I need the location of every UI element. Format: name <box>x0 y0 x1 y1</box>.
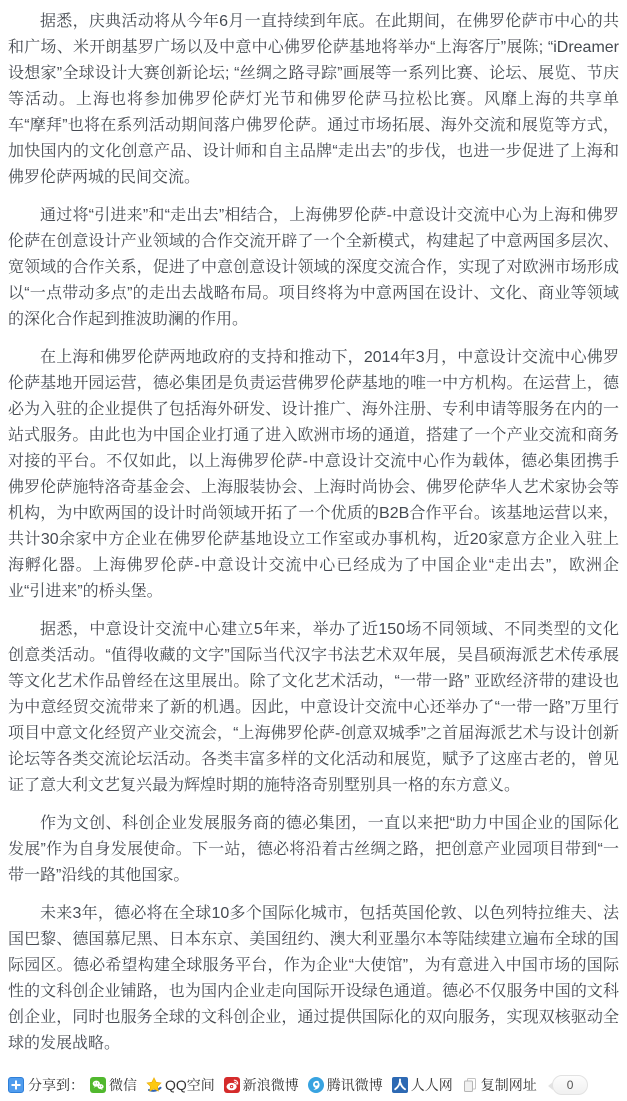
share-item-label: 新浪微博 <box>242 1077 299 1093</box>
article-paragraph: 未来3年，德必将在全球10多个国际化城市，包括英国伦敦、以色列特拉维夫、法国巴黎、德国慕尼黑、日本东京、美国纽约、澳大利亚墨尔本等陆续建立遍布全球的国际园区。德必希望构建全球服务平台，作为企业“大使馆”，为有意进入中国市场的国际性的文科创企业铺路，也为国内企业走向国际开设绿色通道。德必不仅服务中国的文科创企业，同时也服务全球的文科创企业，通过提供国际化的双向服务，实现双核驱动全球的发展战略。 <box>8 905 619 1052</box>
share-item-renren[interactable] <box>392 1075 453 1095</box>
share-item-wechat[interactable] <box>90 1075 137 1095</box>
share-item-sina-weibo[interactable] <box>224 1075 299 1095</box>
article-paragraph: 在上海和佛罗伦萨两地政府的支持和推动下，2014年3月，中意设计交流中心佛罗伦萨基地开园运营，德必集团是负责运营佛罗伦萨基地的唯一中方机构。在运营上，德必为入驻的企业提供了包括海外研发、设计推广、海外注册、专利申请等服务在内的一站式服务。由此也为中国企业打通了进入欧洲市场的通道，搭建了一个产业交流和商务对接的平台。不仅如此，以上海佛罗伦萨-中意设计交流中心作为载体，德必集团携手佛罗伦萨施特洛奇基金会、上海服装协会、上海时尚协会、佛罗伦萨华人艺术家协会等机构，为中欧两国的设计时尚领域开拓了一个优质的B2B合作平台。该基地运营以来，共计30余家中方企业在佛罗伦萨基地设立工作室或办事机构，近20家意方企业入驻上海孵化器。上海佛罗伦萨-中意设计交流中心已经成为了中国企业“走出去”，欧洲企业“引进来”的桥头堡。 <box>8 349 619 600</box>
share-item-copy-url[interactable] <box>462 1075 537 1095</box>
wechat-icon <box>90 1077 106 1093</box>
share-item-label: 人人网 <box>410 1077 453 1093</box>
share-item-tencent-weibo[interactable] <box>308 1075 383 1095</box>
copy-pages-icon <box>462 1077 478 1093</box>
share-item-label: QQ空间 <box>165 1077 215 1093</box>
article-paragraph: 作为文创、科创企业发展服务商的德必集团，一直以来把“助力中国企业的国际化发展”作为自身发展使命。下一站，德必将沿着古丝绸之路，把创意产业园项目带到“一带一路”沿线的其他国家。 <box>8 815 619 884</box>
share-label: 分享到： <box>28 1077 84 1093</box>
share-item-label: 复制网址 <box>480 1077 537 1093</box>
share-item-qzone[interactable] <box>146 1075 215 1095</box>
share-lead <box>8 1075 84 1095</box>
share-bar <box>0 1069 627 1101</box>
sina-weibo-icon <box>224 1077 240 1093</box>
article-paragraph: 据悉，中意设计交流中心建立5年来，举办了近150场不同领域、不同类型的文化创意类活动。“值得收藏的文字”国际当代汉字书法艺术双年展，吴昌硕海派艺术传承展等文化艺术作品曾经在这里展出。除了文化艺术活动，“一带一路” 亚欧经济带的建设也为中意经贸交流带来了新的机遇。因此，中意设计交流中心还举办了“一带一路”万里行项目中意文化经贸产业交流会，“上海佛罗伦萨-创意双城季”之首届海派艺术与设计创新论坛等各类交流论坛活动。各类丰富多样的文化活动和展览，赋予了这座古老的，曾见证了意大利文艺复兴最为辉煌时期的施特洛奇别墅别具一格的东方意义。 <box>8 621 619 794</box>
tencent-weibo-icon <box>308 1077 324 1093</box>
renren-icon <box>392 1077 408 1093</box>
share-count-badge[interactable]: 0 <box>552 1075 589 1095</box>
article-paragraph: 通过将“引进来”和“走出去”相结合，上海佛罗伦萨-中意设计交流中心为上海和佛罗伦萨在创意设计产业领域的合作交流开辟了一个全新模式，构建起了中意两国多层次、宽领域的合作关系，促进了中意创意设计领域的深度交流合作，实现了对欧洲市场形成以“一点带动多点”的走出去战略布局。项目终将为中意两国在设计、文化、商业等领域的深化合作起到推波助澜的作用。 <box>8 207 619 328</box>
share-item-label: 腾讯微博 <box>326 1077 383 1093</box>
qzone-star-icon <box>146 1077 162 1093</box>
share-plus-icon[interactable] <box>8 1077 24 1093</box>
article-paragraph: 据悉，庆典活动将从今年6月一直持续到年底。在此期间，在佛罗伦萨市中心的共和广场、米开朗基罗广场以及中意中心佛罗伦萨基地将举办“上海客厅”展陈; “iDreamer设想家”全球设计大赛创新论坛; “丝绸之路寻踪”画展等一系列比赛、论坛、展览、节庆等活动。上海也将参加佛罗伦萨灯光节和佛罗伦萨马拉松比赛。风靡上海的共享单车“摩拜”也将在系列活动期间落户佛罗伦萨。通过市场拓展、海外交流和展览等方式，加快国内的文化创意产品、设计师和自主品牌“走出去”的步伐，也进一步促进了上海和佛罗伦萨两城的民间交流。 <box>8 13 619 186</box>
share-item-label: 微信 <box>109 1077 137 1093</box>
